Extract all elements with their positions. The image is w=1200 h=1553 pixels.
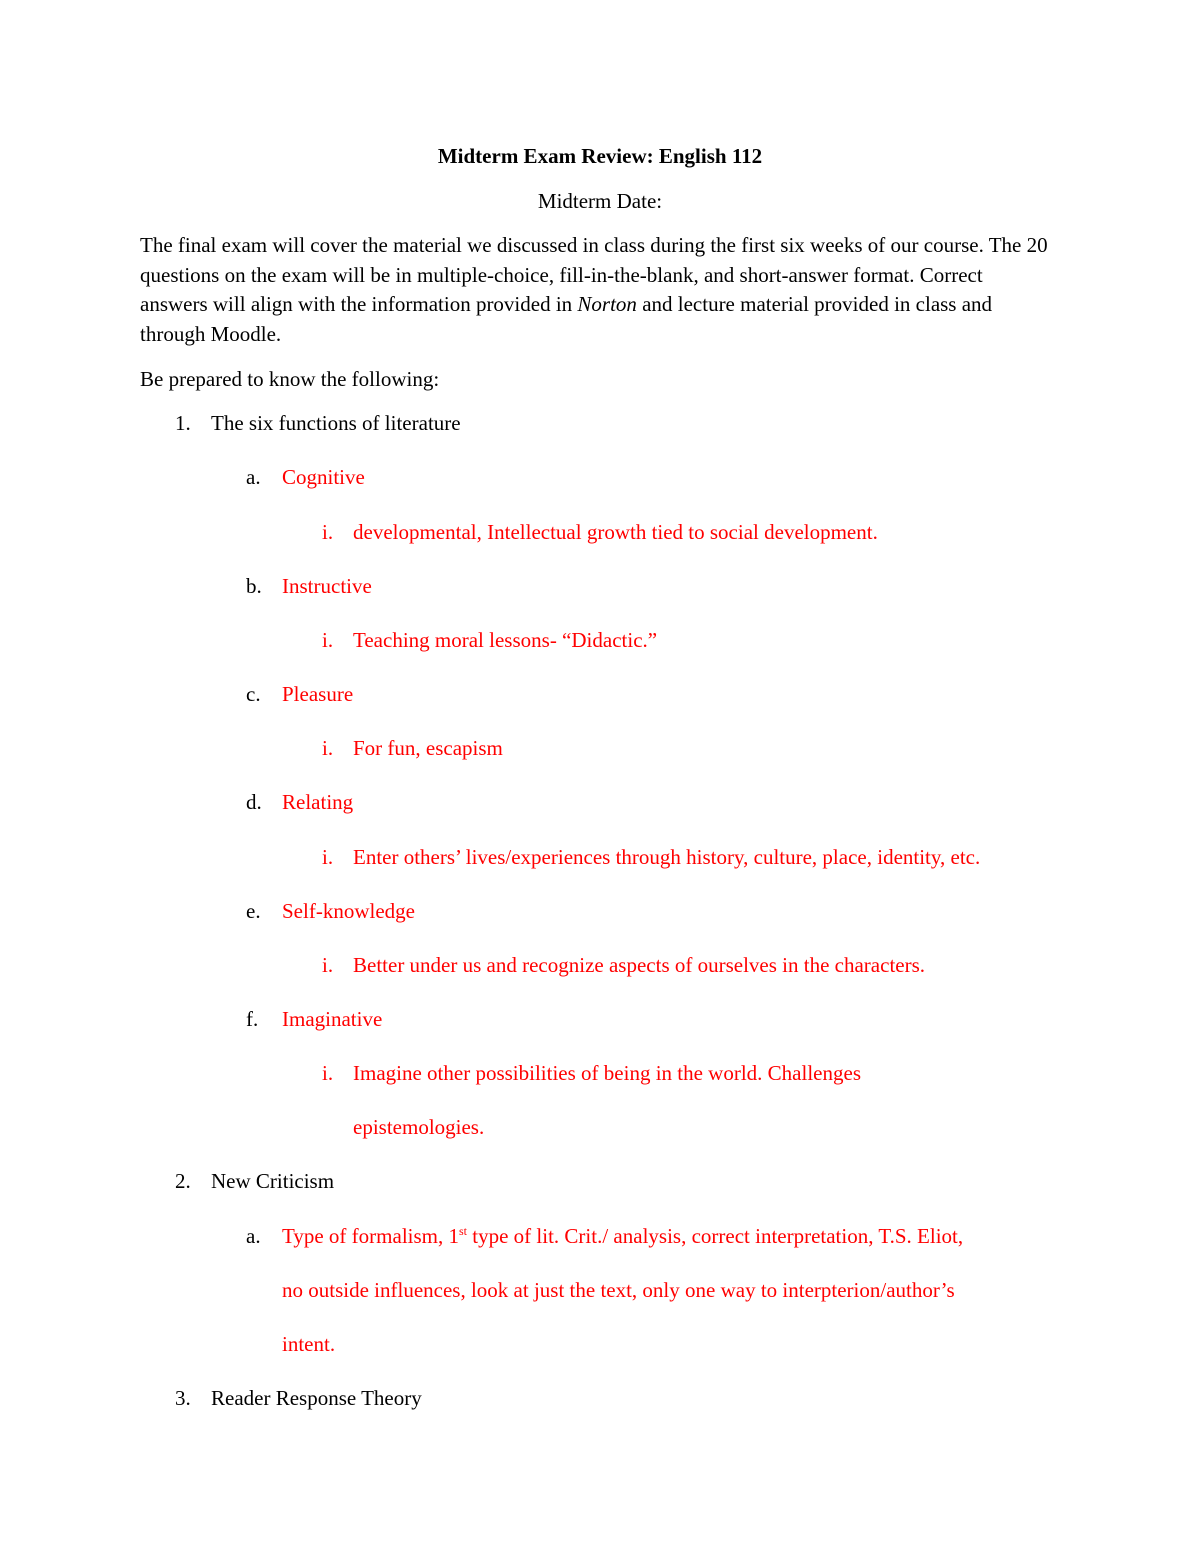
list-marker: 3. [175, 1386, 191, 1410]
intro-italic-norton: Norton [577, 292, 637, 316]
sublist-text-line-2: no outside influences, look at just the text, only one way to interpterion/author’s [282, 1278, 955, 1302]
list-item-label: New Criticism [211, 1169, 335, 1193]
sublist-text-line-1 [282, 1222, 963, 1251]
note-text-line-2: epistemologies. [353, 1115, 485, 1139]
document-title: Midterm Exam Review: English 112 [437, 144, 763, 168]
sublist-item-label: Pleasure [282, 682, 354, 706]
note-marker: i. [322, 1061, 334, 1085]
note-text: Better under us and recognize aspects of ourselves in the characters. [353, 953, 926, 977]
list-marker: 1. [175, 411, 191, 435]
list-item-label: Reader Response Theory [211, 1386, 422, 1410]
sublist-marker: c. [246, 682, 261, 706]
note-text: Teaching moral lessons- “Didactic.” [353, 628, 658, 652]
midterm-date-label: Midterm Date: [537, 189, 663, 213]
sublist-marker: a. [246, 465, 261, 489]
note-marker: i. [322, 845, 334, 869]
text-after-sup: type of lit. Crit./ analysis, correct interpretation, T.S. Eliot, [467, 1224, 964, 1248]
note-text: For fun, escapism [353, 736, 503, 760]
note-text-line-1: Imagine other possibilities of being in the world. Challenges [353, 1061, 861, 1085]
sublist-item-label: Cognitive [282, 465, 365, 489]
note-marker: i. [322, 628, 334, 652]
note-marker: i. [322, 736, 334, 760]
text-before-sup: Type of formalism, 1 [282, 1224, 459, 1248]
sublist-marker: f. [246, 1007, 259, 1031]
sublist-marker: b. [246, 574, 262, 598]
sublist-marker: e. [246, 899, 261, 923]
note-marker: i. [322, 520, 334, 544]
sublist-item-label: Self-knowledge [282, 899, 415, 923]
note-text: Enter others’ lives/experiences through history, culture, place, identity, etc. [353, 845, 981, 869]
sublist-item-label: Instructive [282, 574, 372, 598]
sublist-text-line-3: intent. [282, 1332, 336, 1356]
intro-text-start: The final exam will cover the material we discussed in class during the first six weeks of our course. The 20 questions on the exam will be in multiple-choice, fill-in-the-blank, and short-answer format. Correct answers will align with the information provided in [140, 233, 1048, 316]
note-text: developmental, Intellectual growth tied to social development. [353, 520, 878, 544]
list-item-label: The six functions of literature [211, 411, 461, 435]
intro-paragraph [140, 231, 1050, 349]
prep-line: Be prepared to know the following: [140, 367, 440, 391]
sublist-marker: d. [246, 790, 262, 814]
list-marker: 2. [175, 1169, 191, 1193]
sublist-item-label: Imaginative [282, 1007, 383, 1031]
note-marker: i. [322, 953, 334, 977]
sublist-marker: a. [246, 1224, 261, 1248]
intro-text-end: and lecture material provided in class and through Moodle. [140, 292, 993, 346]
sublist-item-label: Relating [282, 790, 354, 814]
ordinal-suffix: st [459, 1224, 468, 1238]
